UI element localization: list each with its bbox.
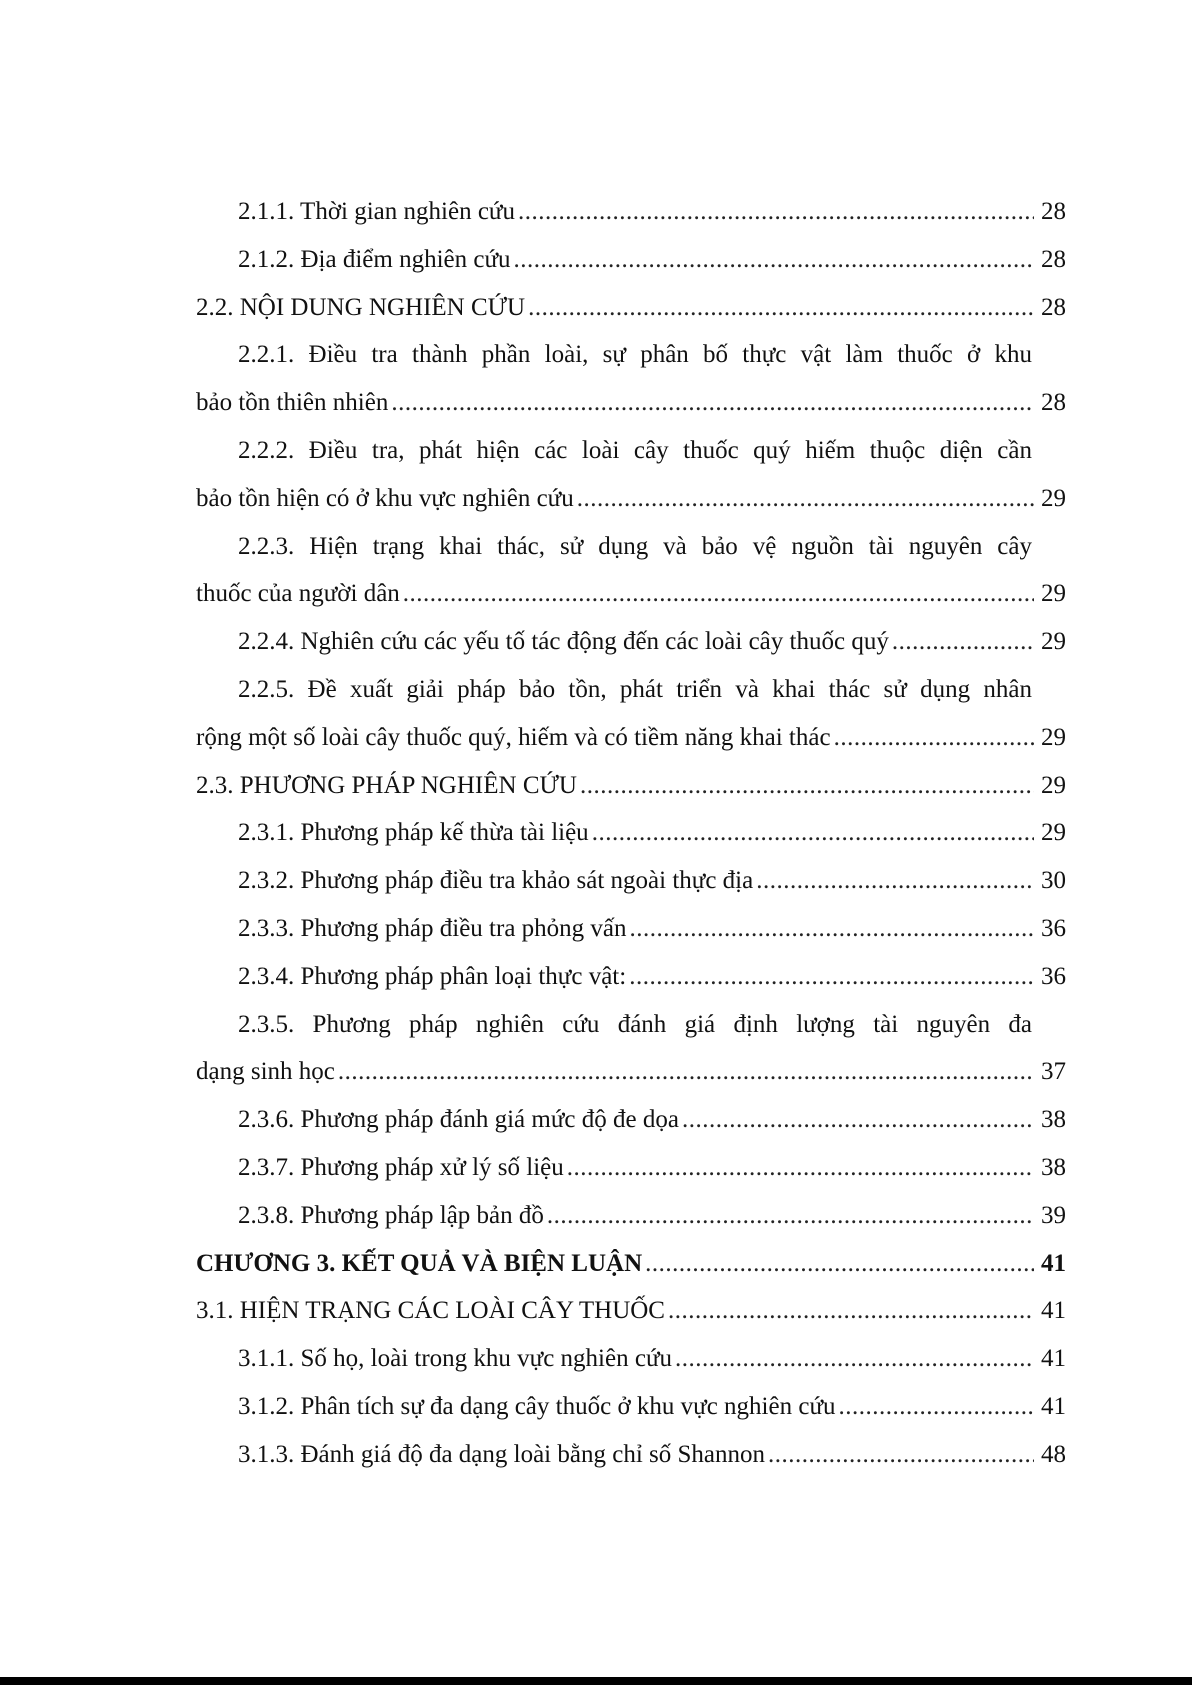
toc-entry[interactable]	[196, 1335, 1066, 1383]
dot-leader	[518, 188, 1034, 236]
toc-entry-title: 3.1. HIỆN TRẠNG CÁC LOÀI CÂY THUỐC	[196, 1297, 665, 1325]
toc-entry-title: 2.3.1. Phương pháp kế thừa tài liệu	[238, 819, 589, 847]
dot-leader	[338, 1048, 1034, 1096]
toc-page-number: 41	[1041, 1345, 1066, 1373]
dot-leader	[645, 1240, 1034, 1288]
dot-leader	[403, 570, 1034, 618]
dot-leader	[567, 1144, 1034, 1192]
toc-entry-title-continued: dạng sinh học	[196, 1058, 335, 1086]
toc-entry[interactable]	[196, 570, 1066, 618]
dot-leader	[682, 1096, 1034, 1144]
dot-leader	[668, 1287, 1034, 1335]
toc-page-number: 28	[1041, 198, 1066, 225]
toc-page-number: 48	[1041, 1440, 1066, 1468]
toc-entry[interactable]	[196, 953, 1066, 1001]
toc-entry-title: 2.2. NỘI DUNG NGHIÊN CỨU	[196, 293, 526, 321]
toc-page-number: 41	[1041, 1392, 1066, 1420]
toc-page-number: 37	[1041, 1058, 1066, 1086]
toc-page-number: 29	[1041, 580, 1066, 608]
toc-section-entry[interactable]	[196, 762, 1066, 810]
toc-page-number: 28	[1041, 293, 1066, 321]
toc-page-number: 29	[1041, 771, 1066, 799]
toc-page-number: 28	[1041, 389, 1066, 417]
toc-page-number: 38	[1041, 1153, 1066, 1181]
toc-page-number: 29	[1041, 484, 1066, 512]
toc-entry-title-continued: bảo tồn hiện có ở khu vực nghiên cứu	[196, 484, 574, 512]
toc-entry-title: 2.1.2. Địa điểm nghiên cứu	[238, 245, 511, 273]
toc-entry-first-line[interactable]: 2.2.1. Điều tra thành phần loài, sự phân bố thực vật làm thuốc ở khu	[238, 341, 1032, 369]
dot-leader	[630, 905, 1034, 953]
toc-entry-title: 2.3.4. Phương pháp phân loại thực vật:	[238, 962, 627, 990]
toc-entry[interactable]	[196, 1048, 1066, 1096]
toc-entry[interactable]	[196, 714, 1066, 762]
dot-leader	[592, 809, 1034, 857]
toc-chapter-title: CHƯƠNG 3. KẾT QUẢ VÀ BIỆN LUẬN	[196, 1249, 643, 1277]
toc-page-number: 41	[1041, 1297, 1066, 1325]
toc-page-number: 39	[1041, 1201, 1066, 1229]
toc-entry[interactable]	[196, 618, 1066, 666]
dot-leader	[768, 1431, 1034, 1479]
toc-page-number: 36	[1041, 914, 1066, 942]
toc-entry[interactable]	[196, 188, 1066, 236]
toc-entry-title: 3.1.1. Số họ, loài trong khu vực nghiên cứu	[238, 1345, 672, 1373]
toc-page-number: 36	[1041, 962, 1066, 990]
toc-entry[interactable]	[196, 809, 1066, 857]
toc-entry-title: 2.3. PHƯƠNG PHÁP NGHIÊN CỨU	[196, 771, 577, 799]
toc-entry-title: 2.3.6. Phương pháp đánh giá mức độ đe dọa	[238, 1106, 679, 1134]
toc-page-number: 28	[1041, 245, 1066, 273]
dot-leader	[514, 236, 1034, 284]
dot-leader	[756, 857, 1034, 905]
toc-entry-first-line[interactable]: 2.2.3. Hiện trạng khai thác, sử dụng và bảo vệ nguồn tài nguyên cây	[238, 532, 1032, 560]
toc-entry[interactable]	[196, 1096, 1066, 1144]
toc-entry-first-line[interactable]: 2.2.2. Điều tra, phát hiện các loài cây thuốc quý hiếm thuộc diện cần	[238, 436, 1032, 464]
toc-chapter-entry[interactable]	[196, 1240, 1066, 1288]
toc-entry[interactable]	[196, 905, 1066, 953]
dot-leader	[391, 379, 1034, 427]
toc-entry-title: 3.1.3. Đánh giá độ đa dạng loài bằng chỉ số Shannon	[238, 1440, 765, 1468]
toc-page-number: 29	[1041, 819, 1066, 847]
dot-leader	[577, 475, 1034, 523]
toc-entry[interactable]	[196, 379, 1066, 427]
toc-entry-title-continued: bảo tồn thiên nhiên	[196, 389, 389, 417]
toc-entry[interactable]	[196, 1383, 1066, 1431]
toc-entry-first-line[interactable]: 2.3.5. Phương pháp nghiên cứu đánh giá định lượng tài nguyên đa	[238, 1010, 1032, 1038]
toc-entry-title: 2.3.2. Phương pháp điều tra khảo sát ngoài thực địa	[238, 867, 754, 895]
toc-page-number: 41	[1041, 1249, 1066, 1277]
dot-leader	[629, 953, 1034, 1001]
page-bottom-edge	[0, 1677, 1192, 1685]
toc-page-number: 29	[1041, 628, 1066, 656]
toc-entry[interactable]	[196, 1192, 1066, 1240]
dot-leader	[675, 1335, 1034, 1383]
toc-entry[interactable]	[196, 1431, 1066, 1479]
toc-page-number: 29	[1041, 723, 1066, 751]
dot-leader	[528, 284, 1034, 332]
dot-leader	[839, 1383, 1035, 1431]
dot-leader	[892, 618, 1034, 666]
toc-entry[interactable]	[196, 475, 1066, 523]
toc-entry-title: 3.1.2. Phân tích sự đa dạng cây thuốc ở khu vực nghiên cứu	[238, 1392, 836, 1420]
toc-section-entry[interactable]	[196, 284, 1066, 332]
table-of-contents	[196, 188, 1066, 1479]
toc-entry[interactable]	[196, 857, 1066, 905]
dot-leader	[547, 1192, 1034, 1240]
toc-entry[interactable]	[196, 1144, 1066, 1192]
toc-section-entry[interactable]	[196, 1287, 1066, 1335]
toc-entry-title-continued: rộng một số loài cây thuốc quý, hiếm và có tiềm năng khai thác	[196, 723, 831, 751]
dot-leader	[580, 762, 1034, 810]
toc-entry-first-line[interactable]: 2.2.5. Đề xuất giải pháp bảo tồn, phát triển và khai thác sử dụng nhân	[238, 675, 1032, 703]
toc-page-number: 30	[1041, 867, 1066, 895]
dot-leader	[834, 714, 1034, 762]
toc-entry-title-continued: thuốc của người dân	[196, 580, 400, 608]
toc-entry[interactable]	[196, 236, 1066, 284]
toc-entry-title: 2.3.3. Phương pháp điều tra phỏng vấn	[238, 914, 627, 942]
toc-entry-title: 2.3.7. Phương pháp xử lý số liệu	[238, 1153, 564, 1181]
toc-page-number: 38	[1041, 1106, 1066, 1134]
toc-entry-title: 2.1.1. Thời gian nghiên cứu	[238, 198, 515, 225]
toc-entry-title: 2.3.8. Phương pháp lập bản đồ	[238, 1201, 544, 1229]
toc-entry-title: 2.2.4. Nghiên cứu các yếu tố tác động đến các loài cây thuốc quý	[238, 628, 889, 656]
